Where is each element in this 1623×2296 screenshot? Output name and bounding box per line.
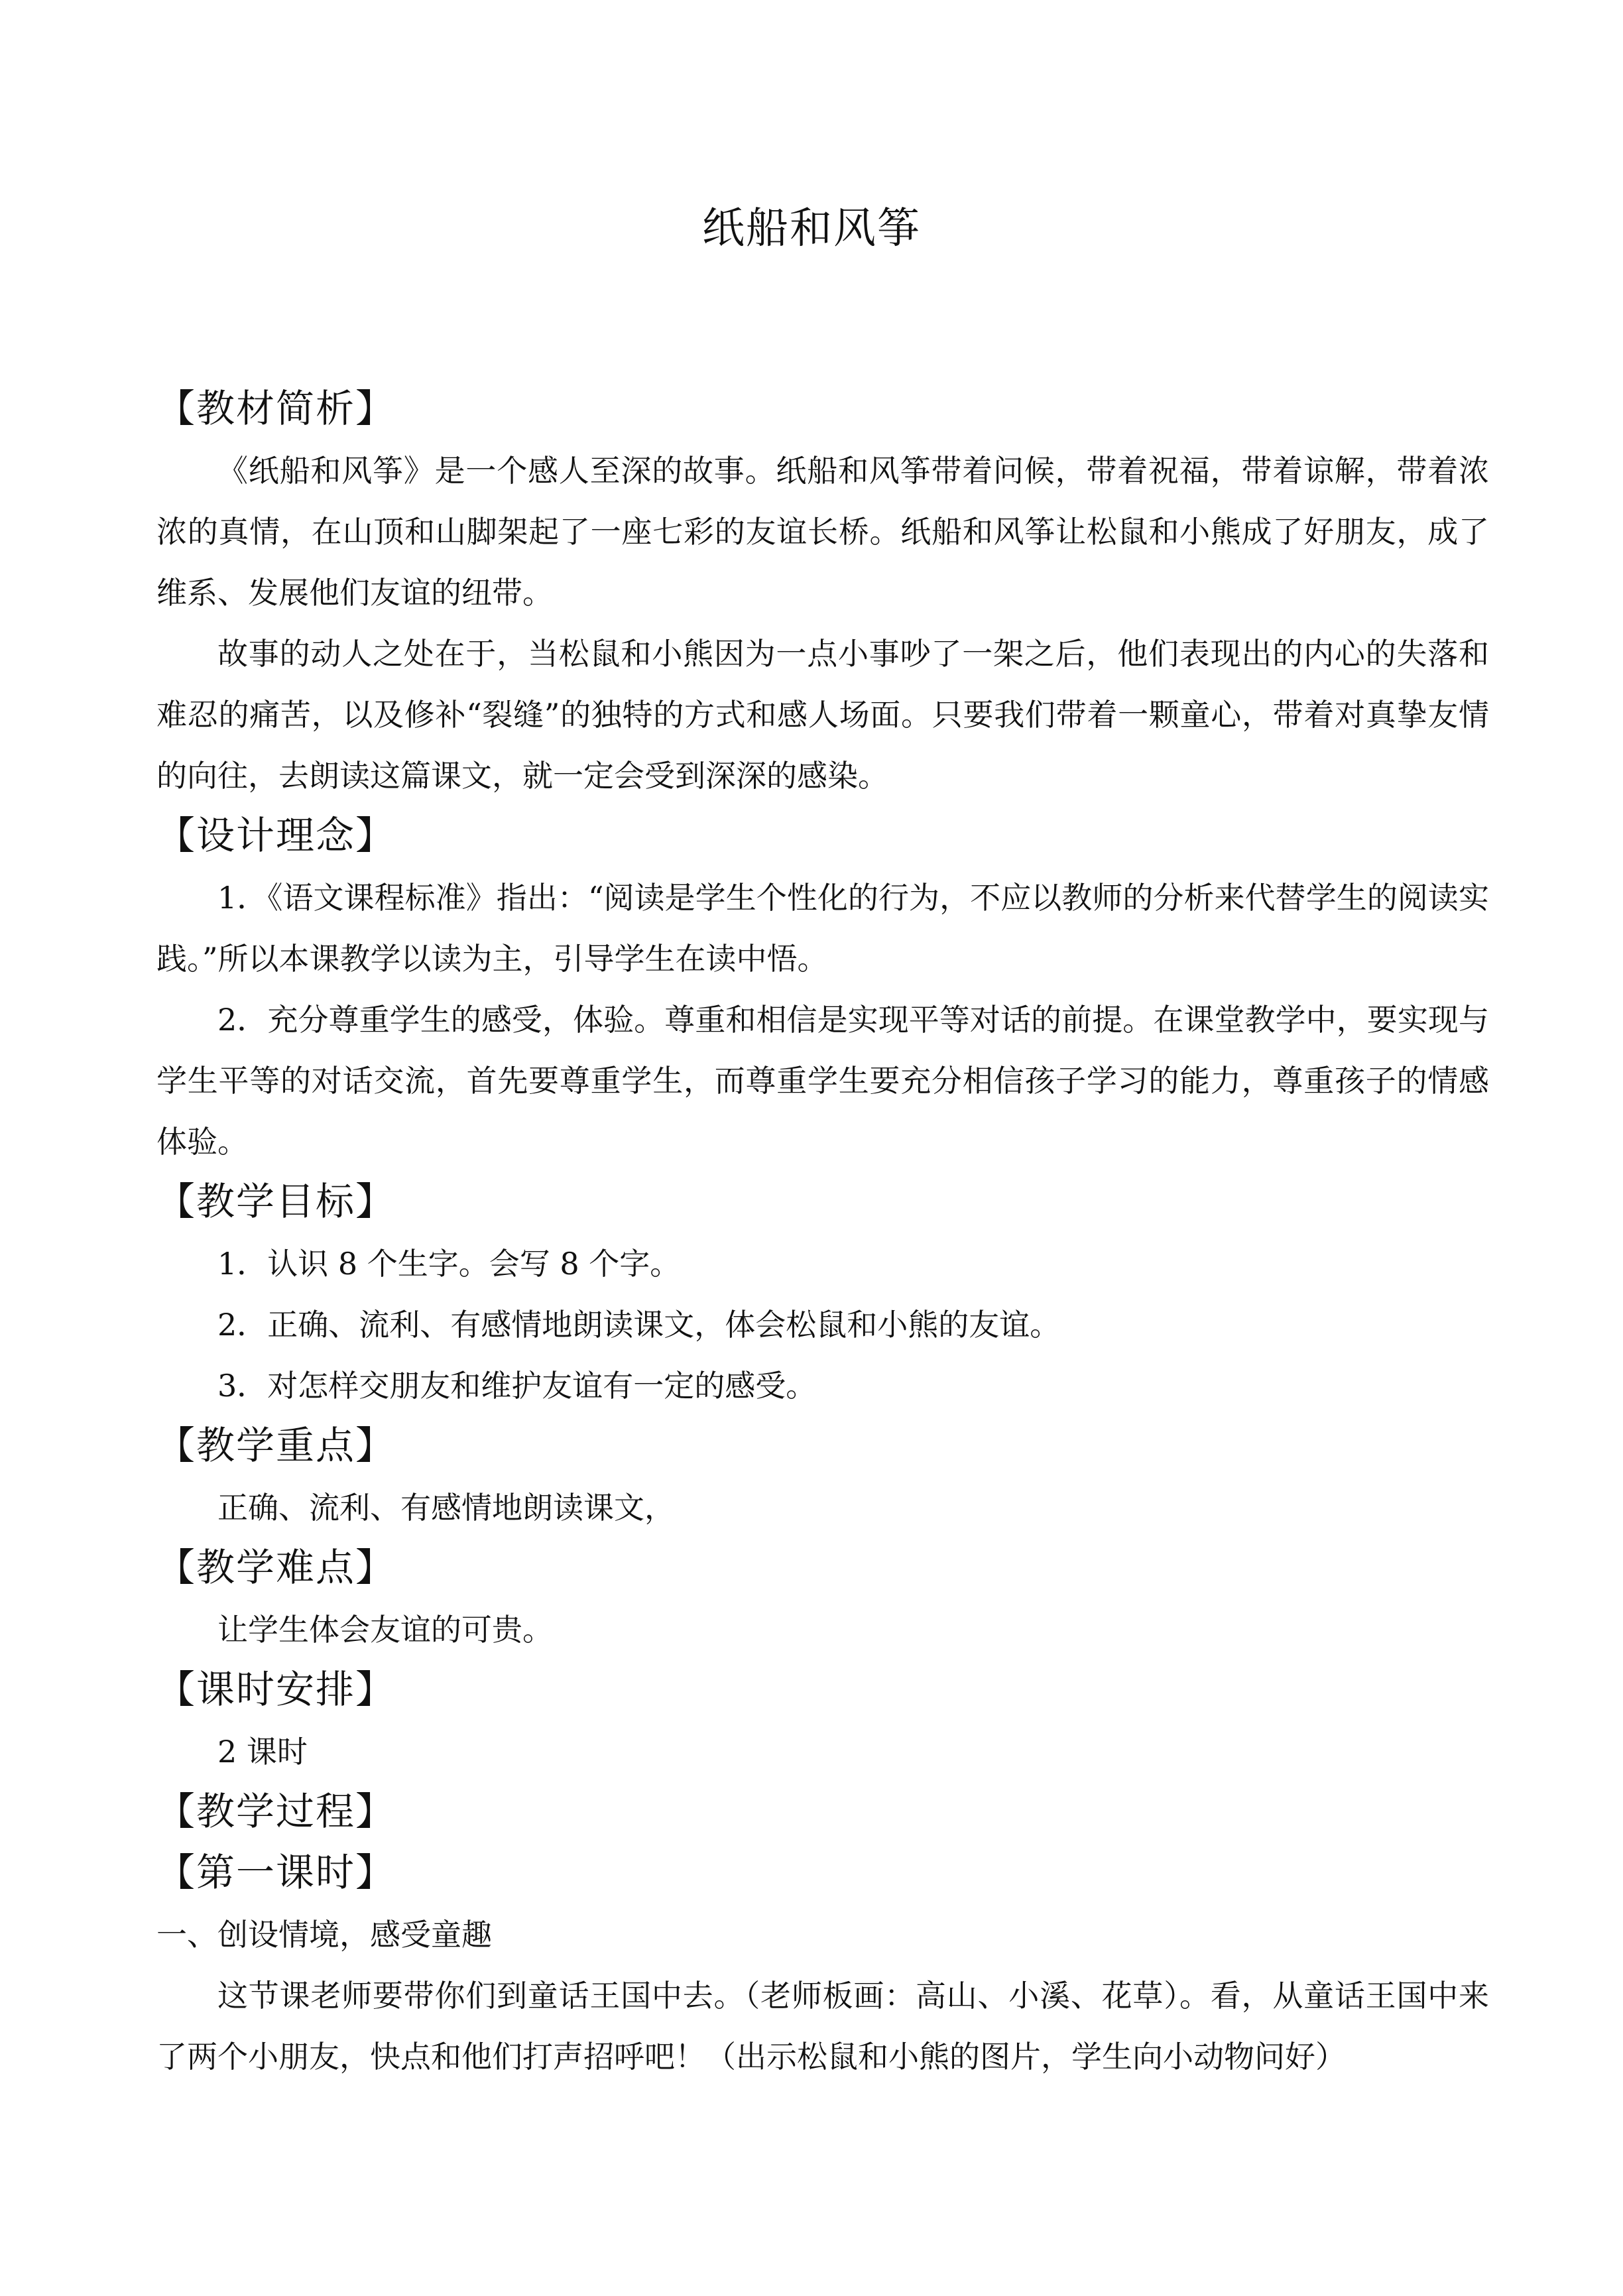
concept-paragraph-2: 2．充分尊重学生的感受，体验。尊重和相信是实现平等对话的前提。在课堂教学中，要实现与学生平等的对话交流，首先要尊重学生，而尊重学生要充分相信孩子学习的能力，尊重孩子的情感体验。 <box>156 1002 1489 1160</box>
key-points-text: 正确、流利、有感情地朗读课文， <box>217 1490 675 1526</box>
section-heading-key-points: 【教学重点】 <box>156 1423 396 1468</box>
document-title: 纸船和风筝 <box>702 204 921 253</box>
section-heading-goals: 【教学目标】 <box>156 1179 396 1224</box>
section-heading-difficulties: 【教学难点】 <box>156 1545 396 1590</box>
lesson1-step1-text: 这节课老师要带你们到童话王国中去。（老师板画：高山、小溪、花草）。看，从童话王国中来了两个小朋友，快点和他们打声招呼吧！（出示松鼠和小熊的图片，学生向小动物问好） <box>156 1978 1489 2075</box>
analysis-paragraph-1: 《纸船和风筝》是一个感人至深的故事。纸船和风筝带着问候，带着祝福，带着谅解，带着浓浓的真情，在山顶和山脚架起了一座七彩的友谊长桥。纸船和风筝让松鼠和小熊成了好朋友，成了维系、发展他们友谊的纽带。 <box>156 453 1489 611</box>
difficulties-text: 让学生体会友谊的可贵。 <box>217 1612 553 1648</box>
goal-item-1: 1．认识 8 个生字。会写 8 个字。 <box>217 1246 681 1282</box>
schedule-text: 2 课时 <box>217 1734 308 1770</box>
document-body <box>156 379 1489 2087</box>
section-heading-lesson-1: 【第一课时】 <box>156 1850 396 1895</box>
section-heading-analysis: 【教材简析】 <box>156 386 396 431</box>
goal-item-3: 3．对怎样交朋友和维护友谊有一定的感受。 <box>217 1368 817 1404</box>
section-heading-schedule: 【课时安排】 <box>156 1667 396 1712</box>
analysis-paragraph-2: 故事的动人之处在于，当松鼠和小熊因为一点小事吵了一架之后，他们表现出的内心的失落和难忍的痛苦，以及修补“裂缝”的独特的方式和感人场面。只要我们带着一颗童心，带着对真挚友情的向往，去朗读这篇课文，就一定会受到深深的感染。 <box>156 636 1489 794</box>
goal-item-2: 2．正确、流利、有感情地朗读课文，体会松鼠和小熊的友谊。 <box>217 1307 1061 1343</box>
concept-paragraph-1: 1．《语文课程标准》指出：“阅读是学生个性化的行为，不应以教师的分析来代替学生的阅读实践。”所以本课教学以读为主，引导学生在读中悟。 <box>156 880 1489 977</box>
section-heading-process: 【教学过程】 <box>156 1789 396 1834</box>
section-heading-concept: 【设计理念】 <box>156 813 396 858</box>
lesson1-step1-title: 一、创设情境，感受童趣 <box>156 1917 492 1953</box>
